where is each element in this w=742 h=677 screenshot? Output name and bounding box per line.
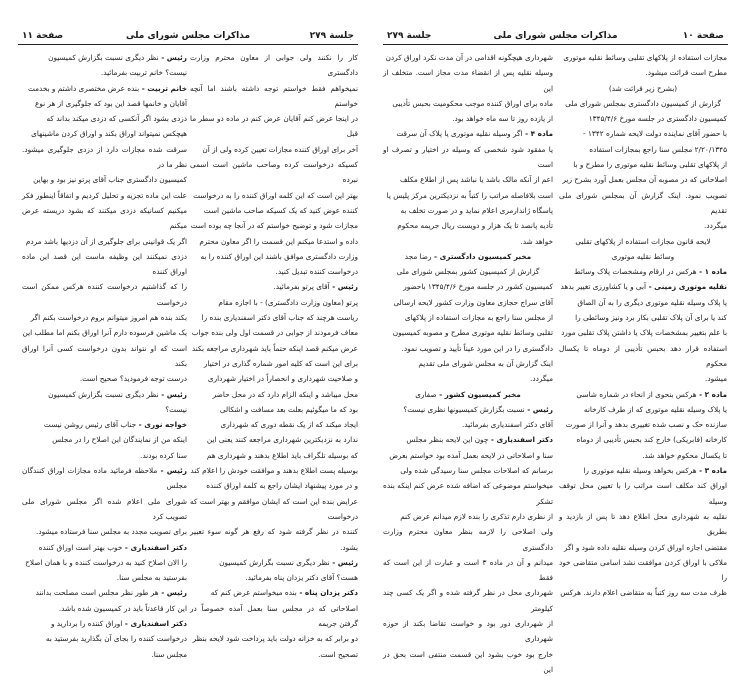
text-line: عرایض بنده این است که ایشان موافقم و بهتر است که درخواست <box>190 496 358 521</box>
text-line: تأدیه پانصد تا یک هزار و دویست ریال جریمه محکوم <box>397 221 553 231</box>
text-line: سازنده حک و نصب شده تغییری بدهد و آنرا از صورت <box>565 420 727 430</box>
speaker-name: رئیس - <box>158 53 187 62</box>
text-line: نیست؟ خانم تربیت بفرمائید. <box>100 68 187 78</box>
text-line: کند یا برای آن پلاک تقلبی بکار برد ونیز وسائطی را <box>575 313 727 323</box>
text-line: سرقت شده مجازات دارد از دزدی جلوگیری میشود. نظر ما در <box>22 144 187 170</box>
text-line: دکتر یزدان پناه - بنده میخواستم عرض کنم که <box>210 588 358 598</box>
text-line: ظرف مدت سه روز کتباً به متقاضی اعلام دارند. هرکس <box>560 588 727 598</box>
text-line: ریاست هرچند که جناب آقای دکتر اسفندیاری بنده را <box>201 313 358 323</box>
speaker-name: نقلیه موتوری زمینی - <box>646 282 727 292</box>
text-line: ولی اصلاحی را لازمه بنظر معاون محترم وزارت دادگستری <box>383 527 553 552</box>
text-line: را که گذاشتیم درخواست کننده هرکس ممکن است درخواست <box>22 282 187 307</box>
text-line: کمیسیون کشور در جلسه مورخ ۱۳۴۵/۴/۶ باحضور <box>403 282 553 292</box>
journal-title: مذاکرات مجلس شورای ملی <box>125 31 251 41</box>
speaker-name: دکتر اسفندیاری - <box>488 435 553 445</box>
text-line: مقتضی اجازه اوراق کردن وسیله نقلیه داده شود و اگر <box>563 542 727 552</box>
text-line: خانم تربیت - بنده عرض مختصری داشتم و بخدمت <box>27 83 187 93</box>
text-line: خواهد شد. <box>520 236 553 246</box>
text-line: مخبر کمیسیون دادگستری - رضا مجد <box>404 251 532 261</box>
text-line: بوسیله پست اطلاع بدهند و موافقت خودش را اعلام کند <box>190 466 358 476</box>
text-line: بکند بنده هم امروز میتوانم بروم درخواست بکنم اگر <box>30 313 187 323</box>
session-number: جلسة ۲۷۹ <box>387 31 432 41</box>
text-line: از پلاکهای تقلبی وسائط نقلیه موتوری را مطرح و با <box>573 160 727 170</box>
right-page-left-column <box>383 50 553 677</box>
text-line: رئیس - نظر دیگری نسبت بگزارش کمیسیون <box>48 53 187 62</box>
text-line: وسائط نقلیه موتوری <box>611 251 675 261</box>
page-number: صفحة ۱۱ <box>22 31 64 41</box>
text-line: بود که ما میگوئیم بعلت بعد مسافت و اشکالی <box>219 404 358 414</box>
text-line: اوراق کند مکلف است مراتب را با تعیین محل توقف وسیله <box>559 481 727 506</box>
left-page-header <box>18 30 358 45</box>
text-line: ماده ۲ - هرکس بنحوی از انحاء در شماره شاسی <box>576 389 727 399</box>
text-line: ماده ۱ - هرکس در ارقام ومشخصات پلاک وسائط <box>573 267 727 277</box>
text-line: رئیس - نظر دیگری نسبت بگزارش کمیسیون <box>219 557 358 567</box>
text-line: تصحیح است. <box>318 649 358 659</box>
text-line: دو برابر که به خزانه دولت باید پرداخت شود لایحه بنظر <box>192 634 358 644</box>
text-line: ملاکی با اوراق کردن موافقت نشد اسامی متقاضی خود را <box>559 557 727 583</box>
speaker-name: ماده ۴ - <box>522 129 553 139</box>
text-line: که بوسیله تلگراف باید اطلاع بدهند و شهرداری هم <box>206 450 358 460</box>
session-number: جلسة ۲۷۹ <box>309 31 354 41</box>
text-line: نمیخواهم فقط خواستم توجه داشته باشند اما آنچه خواستم <box>190 83 358 108</box>
text-line: میکنیم کسانیکه دزدی میکنند که بشود دریسته عرض میکنم <box>22 205 187 231</box>
left-page <box>0 0 371 659</box>
text-line: با علم بتغییر بمشخصات پلاک یا داشتن پلاک تقلبی مورد <box>561 328 727 338</box>
text-line: درخواست کننده را بجای آن بگذارید بفرستید به <box>45 634 187 644</box>
text-line: است بلافاصله مراتب را کتباً به نزدیکترین مرکز پلیس یا <box>386 190 553 200</box>
text-line: درخواست کننده تبدیل کنید. <box>275 267 358 277</box>
text-line: ماده ۴ - اگر وسیله نقلیه موتوری یا پلاک آن سرقت <box>396 129 553 139</box>
speaker-name: مخبر کمیسیون کشور - <box>436 389 521 399</box>
text-line: برای تصویب مجدد به مجلس سنا فرستاده میشود. <box>36 527 187 537</box>
text-line: مخبر کمیسیون کشور - صفاری <box>415 389 521 399</box>
speaker-name: رئیس - <box>329 282 358 292</box>
speaker-name: رئیس - <box>158 588 187 598</box>
text-line: ۲/۲۰/۱۳۴۵ مجلس سنا راجع بمجازات استفاده <box>589 144 727 154</box>
text-line: وسیله نقلیه پس از انقضاء مدت مجاز است. متخلف از این <box>383 68 553 93</box>
text-line: وزارت دادگستری موافق باشند این اوراق کننده را به <box>200 251 358 261</box>
text-line: و در مورد پیشنهاد ایشان راجع به کلمه اوراق کننده <box>206 481 358 491</box>
speaker-name: رئیس - <box>158 389 187 399</box>
text-line: دکتر اسفندیاری - اوراق کننده را بردارید و <box>50 618 187 628</box>
text-line: و صلاحیت شهرداری و انحصاراً در اختیار شهرداری <box>207 374 358 384</box>
text-line: ماده برای اوراق کننده موجب محکومیت بحبس تأدیبی <box>392 98 553 108</box>
text-line: شهرداری محل در نظر گرفته شده و اگر یک کسی چند کیلومتر <box>383 588 553 613</box>
text-line: برای این است که کلیه امور شماره گذاری در اختیار <box>203 358 358 368</box>
text-line: یک ماشین فرسوده دارم آنرا اوراق بکنم اما مطلب این <box>22 328 187 338</box>
text-line: میگردد. <box>704 221 727 231</box>
text-line: علت این ماده تجزیه و تحلیل کردیم و اتفاقاً اینطور فکر <box>22 190 187 200</box>
speaker-name: خانم تربیت - <box>139 83 187 93</box>
page-number: صفحة ۱۰ <box>682 31 724 41</box>
text-line: بهتر این است که این کلمه اوراق کننده را به درخواست <box>193 190 358 200</box>
text-line: شهرداری هیچگونه اقدامی در آن مدت نکرد اوراق کردن <box>385 53 553 62</box>
text-line: درست توجه فرمودید؟ صحیح است. <box>79 374 187 384</box>
text-line: ماده ۳ - هرکس بخواهد وسیله نقلیه موتوری را <box>583 466 727 476</box>
speaker-name: ماده ۳ - <box>696 466 727 476</box>
text-line: کننده عوض کنید که یک کسیکه صاحب ماشین است <box>203 205 358 215</box>
text-line: نقلیه موتوری زمینی - آبی و یا کشاورزی تغییر بدهد <box>560 282 727 292</box>
text-line: کننده در نظر گرفته شود که رفع هر گونه سوء تعبیر بشود. <box>190 527 358 552</box>
text-line: دکتر اسفندیاری - چون این لایحه بنظر مجلس <box>406 435 553 445</box>
text-line: از یازده روز تا سه ماه خواهد بود. <box>452 114 553 124</box>
text-line: میخواستم موضوعی که اضافه شده عرض کنم اینکه بنده تشکر <box>383 481 553 506</box>
left-page-right-column <box>190 50 358 662</box>
text-line: عرض میکنم قصد اینکه حتماً باید شهرداری مراجعه بکند <box>191 343 358 353</box>
right-page-right-column <box>559 50 727 601</box>
text-line: رئیس - نظر دیگری نسبت بگزارش کمیسیون <box>48 389 187 399</box>
text-line: نقلیه به شهرداری محل اطلاع دهد تا پس از بازدید و بطریق <box>559 511 727 537</box>
text-line: یا مفقود شود شخصی که وسیله در اختیار و تصرف او است <box>383 144 553 170</box>
text-line: شورای ملی اعلام شده اگر مجلس شورای ملی تصویب کرد <box>22 496 187 521</box>
text-line: اینک گزارش آن به مجلس شورای ملی تقدیم <box>418 358 553 368</box>
text-line: اعم از آنکه مالک باشد یا نباشد پس از اطلاع مکلف <box>399 175 553 185</box>
text-line: دزدی بشود اگر آنکسی که دزدی میکند بداند که <box>46 114 187 124</box>
text-line: یا پلاک وسیله نقلیه موتوری دیگری را به آن الصاق <box>577 297 727 307</box>
text-line: رئیس - ملاحظه فرمائید ماده مجازات اوراق کنندگان مجلس <box>22 466 187 491</box>
text-line: هست؟ آقای دکتر یزدان پناه بفرمائید. <box>245 573 358 583</box>
text-line: برسانم که اصلاحات مجلس سنا رسیدگی شده ولی <box>400 466 553 476</box>
text-line: (بشرح زیر قرائت شد) <box>608 83 678 93</box>
speaker-name: ماده ۲ - <box>696 389 727 399</box>
text-line: اگر یک قوانینی برای جلوگیری از آن دزدیها باشد مردم <box>25 236 187 246</box>
text-line: لایحه قانون مجازات استفاده از پلاکهای تقلبی <box>575 236 711 246</box>
text-line: یا پلاک وسیله نقلیه موتوری که از طرف کارخانه <box>583 404 727 414</box>
text-line: بفرستید به مجلس سنا. <box>116 573 187 583</box>
speaker-name: ماده ۱ - <box>696 267 727 277</box>
text-line: پاسگاه ژاندارمری اعلام نماید و در صورت تخلف به <box>400 205 553 215</box>
speaker-name: رئیس - <box>157 466 187 476</box>
text-line: دزدی نمیکنند این وظیفه ماست این قصد این ماده اوراق کننده <box>22 251 187 277</box>
text-line: سنا و اصلاحاتی در لایحه بعمل آمده بود خواستم بعرض <box>389 450 553 460</box>
text-line: مجازات استفاده از پلاکهای تقلبی وسائط نقلیه موتوری <box>563 53 727 62</box>
text-line: خارج بود خوب بشود این قسمت منتفی است بحق در این <box>383 649 553 674</box>
text-line: مجلس سنا. <box>151 649 187 659</box>
text-line: از مجلس سنا راجع به مجازات استفاده از پلاکهای <box>404 313 553 323</box>
text-line: از نظری دارم تذکری را بنده لازم میدانم عرض کنم <box>400 511 553 521</box>
text-line: ندارد به نزدیکترین شهرداری مراجعه کنند یعنی این <box>206 435 358 445</box>
text-line: در اینجا عرض کنم آقایان عرض کنم در ماده دو سطر ما قبل <box>190 114 358 139</box>
speaker-name: رئیس - <box>329 557 358 567</box>
text-line: آخر برای اوراق کننده مجازات تعیین کرده ولی از آن <box>202 144 358 154</box>
text-line: اصلاحاتی که در مجلس سنا بعمل آمده خصوصاً در گرفتن جریمه <box>190 603 358 628</box>
text-line: سنا کرده بودند. <box>140 450 187 460</box>
text-line: دکتر اسفندیاری - خوب بهتر است اوراق کننده <box>38 542 187 552</box>
text-line: میدانم و آن در ماده ۳ است و عبارت از این است که فقط <box>383 557 553 583</box>
text-line: کار را نکنند ولی جوابی از معاون محترم وزارت دادگستری <box>190 53 358 78</box>
text-line: میگردد. <box>530 374 553 384</box>
speaker-name: دکتر اسفندیاری - <box>122 618 187 628</box>
text-line: ایجاد میکند که از یک نقطه دوری که شهرداری <box>220 420 358 430</box>
speaker-name: رئیس - <box>524 404 553 414</box>
text-line: تصویب نمود. اینک گزارش آن بمجلس شورای ملی تقدیم <box>559 190 727 215</box>
text-line: خواجه نوری - جناب آقای رئیس روشن نیست <box>43 420 187 430</box>
text-line: نیست؟ <box>165 404 187 414</box>
text-line: آقایان و خانمها قصد این بود که جلوگیری از هر نوع <box>34 98 187 108</box>
text-line: آقای سراج حجازی معاون وزارت کشور لایحه ارسالی <box>393 297 553 307</box>
speaker-name: دکتر یزدان پناه - <box>296 588 358 598</box>
speaker-name: خواجه نوری - <box>136 420 187 430</box>
text-line: رئیس - آقای پرتو بفرمائید. <box>273 282 358 292</box>
text-line: کمیسیون دادگستری جناب آقای پرتو نیز بود و بهاین <box>33 175 187 185</box>
text-line: کارخانه (فابریکی) خارج کند بحبس تأدیبی از دوماه <box>576 435 727 445</box>
speaker-name: مخبر کمیسیون دادگستری - <box>431 251 532 261</box>
text-line: دادگستری را در این مورد عیناً تأیید و تصویب نمود. <box>401 343 553 353</box>
text-line: با حضور آقای نماینده دولت لایحه شماره ۱۳۴۲ - <box>583 129 727 139</box>
speaker-name: دکتر اسفندیاری - <box>122 542 187 552</box>
text-line: گزارش از کمیسیون دادگستری بمجلس شورای ملی <box>565 98 721 108</box>
text-line: کسیکه درخواست کرده وصاحب ماشین است اسمی نبرده <box>190 160 358 185</box>
right-page-header <box>383 30 728 45</box>
text-line: از شهرداری دور بود و خواست تقاضا بکند از حوزه شهرداری <box>383 618 553 644</box>
text-line: رئیس - نسبت بگزارش کمیسیونها نظری نیست؟ <box>403 404 553 414</box>
text-line: تا یکسال محکوم خواهد شد. <box>642 450 727 460</box>
text-line: رئیس - هر طور نظر مجلس است مصلحت بدانند <box>35 588 187 598</box>
text-line: محل میباشد و اینکه الزام دارد که در محل حاضر <box>212 389 358 399</box>
text-line: این کار قاعدتاً باید در کمیسیون شده باشد. <box>58 603 187 613</box>
journal-title: مذاکرات مجلس شورای ملی <box>493 31 618 41</box>
text-line: استفاده قرار دهد بحبس تأدیبی از دوماه تا یکسال محکوم <box>559 343 727 368</box>
right-page <box>371 0 742 674</box>
text-line: مجازات شود و توضیح خواستم که در آنجا چه بوده است <box>190 221 358 231</box>
text-line: آقای دکتر اسفندیاری بفرمائید. <box>462 420 553 430</box>
text-line: مطرح است قرائت میشود. <box>645 68 727 78</box>
text-line: میشود. <box>705 374 727 384</box>
text-line: تقلبی وسائط نقلیه موتوری مطرح و مصوبه کمیسیون <box>392 328 553 338</box>
text-line: اینکه من از نمایندگان این اصلاح را در مجلس <box>52 435 187 445</box>
text-line: کمیسیون دادگستری در جلسه مورخ ۱۳۴۵/۴/۶ <box>588 114 727 124</box>
text-line: هیچکس نمیتواند اوراق بکند و اوراق کردن ماشینهای <box>31 129 187 139</box>
text-line: اصلاحاتی که در مصوبه آن مجلس بعمل آورد بشرح زیر <box>562 175 727 185</box>
text-line: معاف فرمودند از جوابی در قسمت اول ولی بنده جواب <box>191 328 358 338</box>
left-page-left-column <box>22 50 187 662</box>
text-line: گزارش از کمیسیون کشور بمجلس شورای ملی <box>396 267 540 277</box>
text-line: است که او نتواند بدون درخواست کسی آنرا اوراق بکند <box>22 343 187 368</box>
text-line: پرتو (معاون وزارت دادگستری) - با اجازه مقام <box>218 297 358 307</box>
text-line: داده و استدعا میکنم این قسمت را اگر معاون محترم <box>199 236 358 246</box>
text-line: را الان اصلاح کنید به درخواست کننده و با همان اصلاح <box>25 557 187 567</box>
